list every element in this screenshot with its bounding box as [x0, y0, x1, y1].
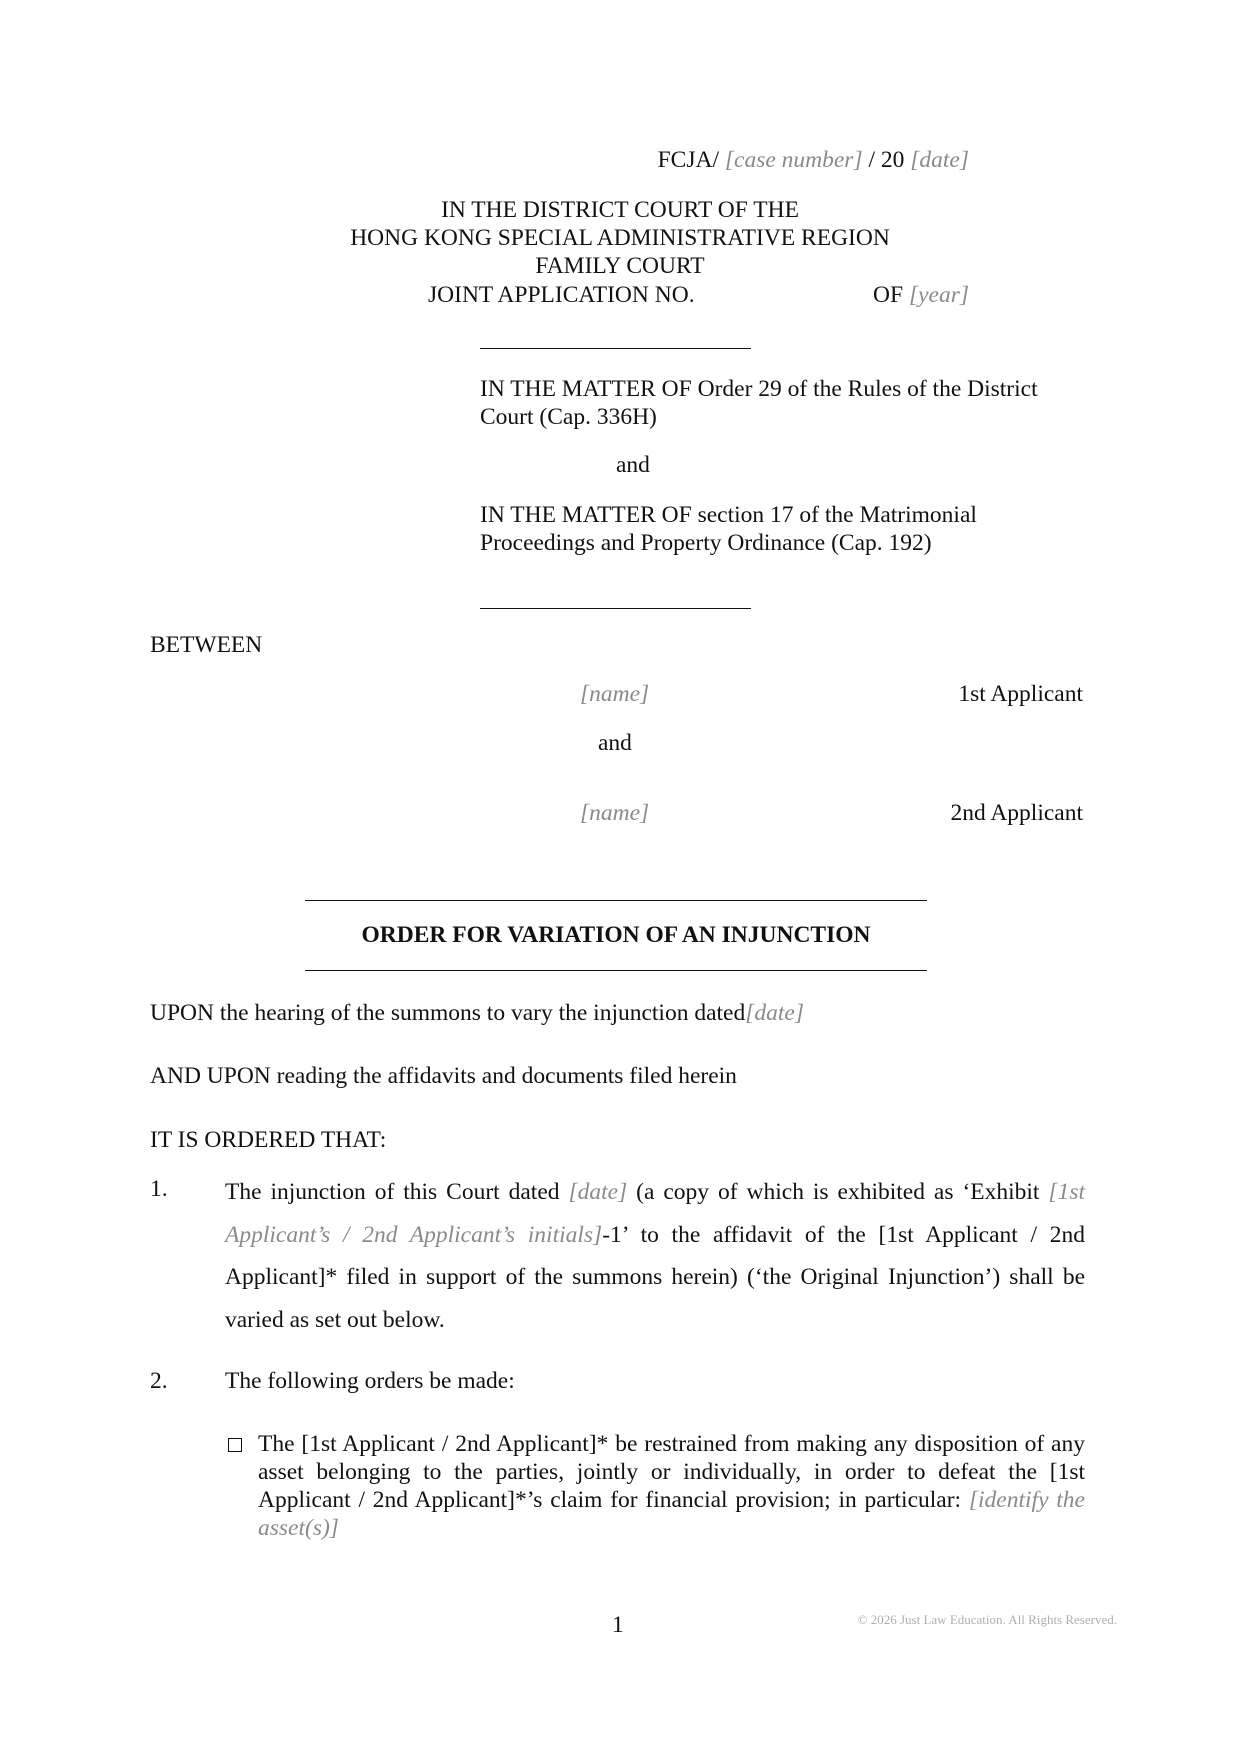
matter-section-17: IN THE MATTER OF section 17 of the Matrimonial Proceedings and Property Ordinance (Cap. 192) [480, 502, 977, 556]
option-asset-placeholder: [identify the asset(s)] [258, 1487, 1085, 1541]
first-applicant-role: 1st Applicant [958, 681, 1083, 707]
divider-top [480, 348, 751, 349]
year-placeholder: [year] [908, 282, 969, 308]
paragraph-1-initials-placeholder: [1st Applicant’s / 2nd Applicant’s initials] [225, 1179, 1085, 1248]
title-rule-bottom [305, 970, 927, 971]
second-applicant-name-placeholder: [name] [580, 800, 650, 826]
option-text [258, 1430, 1085, 1542]
divider-matters [480, 608, 751, 609]
case-reference [658, 147, 969, 174]
court-line-2: HONG KONG SPECIAL ADMINISTRATIVE REGION [350, 225, 890, 251]
reference-separator: / 20 [868, 147, 905, 173]
court-line-3: FAMILY COURT [535, 253, 705, 279]
paragraph-1-text [225, 1171, 1085, 1341]
case-number-placeholder: [case number] [724, 147, 863, 173]
paragraph-2-text: The following orders be made: [225, 1368, 515, 1394]
document-title: ORDER FOR VARIATION OF AN INJUNCTION [361, 922, 871, 948]
reference-date-placeholder: [date] [910, 147, 969, 173]
option-checkbox[interactable] [228, 1438, 242, 1452]
paragraph-1-text-c: -1’ to the affidavit of the [1st Applicant / 2nd Applicant]* filed in support of the summons herein) (‘the Original Injunction’) shall be varied as set out below. [225, 1221, 1085, 1333]
page-number: 1 [612, 1612, 624, 1638]
recital-upon-date-placeholder: [date] [745, 1000, 804, 1026]
recital-and-upon: AND UPON reading the affidavits and documents filed herein [150, 1063, 737, 1089]
second-applicant-role: 2nd Applicant [950, 800, 1083, 826]
reference-prefix: FCJA/ [657, 147, 719, 173]
recital-upon [150, 1000, 804, 1027]
paragraph-1-text-b: (a copy of which is exhibited as ‘Exhibit [627, 1179, 1049, 1205]
paragraph-1-text-a: The injunction of this Court dated [225, 1179, 569, 1205]
matters-and: and [616, 452, 650, 478]
paragraph-2-number: 2. [150, 1368, 168, 1394]
copyright-notice: © 2026 Just Law Education. All Rights Reserved. [857, 1612, 1117, 1627]
parties-and: and [598, 730, 632, 756]
paragraph-1-number: 1. [150, 1176, 168, 1202]
paragraph-1-date-placeholder: [date] [568, 1179, 628, 1205]
court-line-1: IN THE DISTRICT COURT OF THE [441, 197, 799, 223]
between-label: BETWEEN [150, 632, 263, 658]
title-rule-top [305, 900, 927, 901]
matter-order-29: IN THE MATTER OF Order 29 of the Rules of the District Court (Cap. 336H) [480, 376, 1038, 430]
option-text-body: The [1st Applicant / 2nd Applicant]* be restrained from making any disposition of any asset belonging to the parties, jointly or individually, in order to defeat the [1st Applicant / 2nd Applicant]*’s claim for financial provision; in particular: [258, 1431, 1085, 1513]
joint-application-label: JOINT APPLICATION NO. [428, 282, 695, 308]
ordered-heading: IT IS ORDERED THAT: [150, 1127, 387, 1153]
first-applicant-name-placeholder: [name] [580, 681, 650, 707]
recital-upon-text: UPON the hearing of the summons to vary the injunction dated [150, 1000, 746, 1026]
of-label: OF [873, 282, 904, 308]
